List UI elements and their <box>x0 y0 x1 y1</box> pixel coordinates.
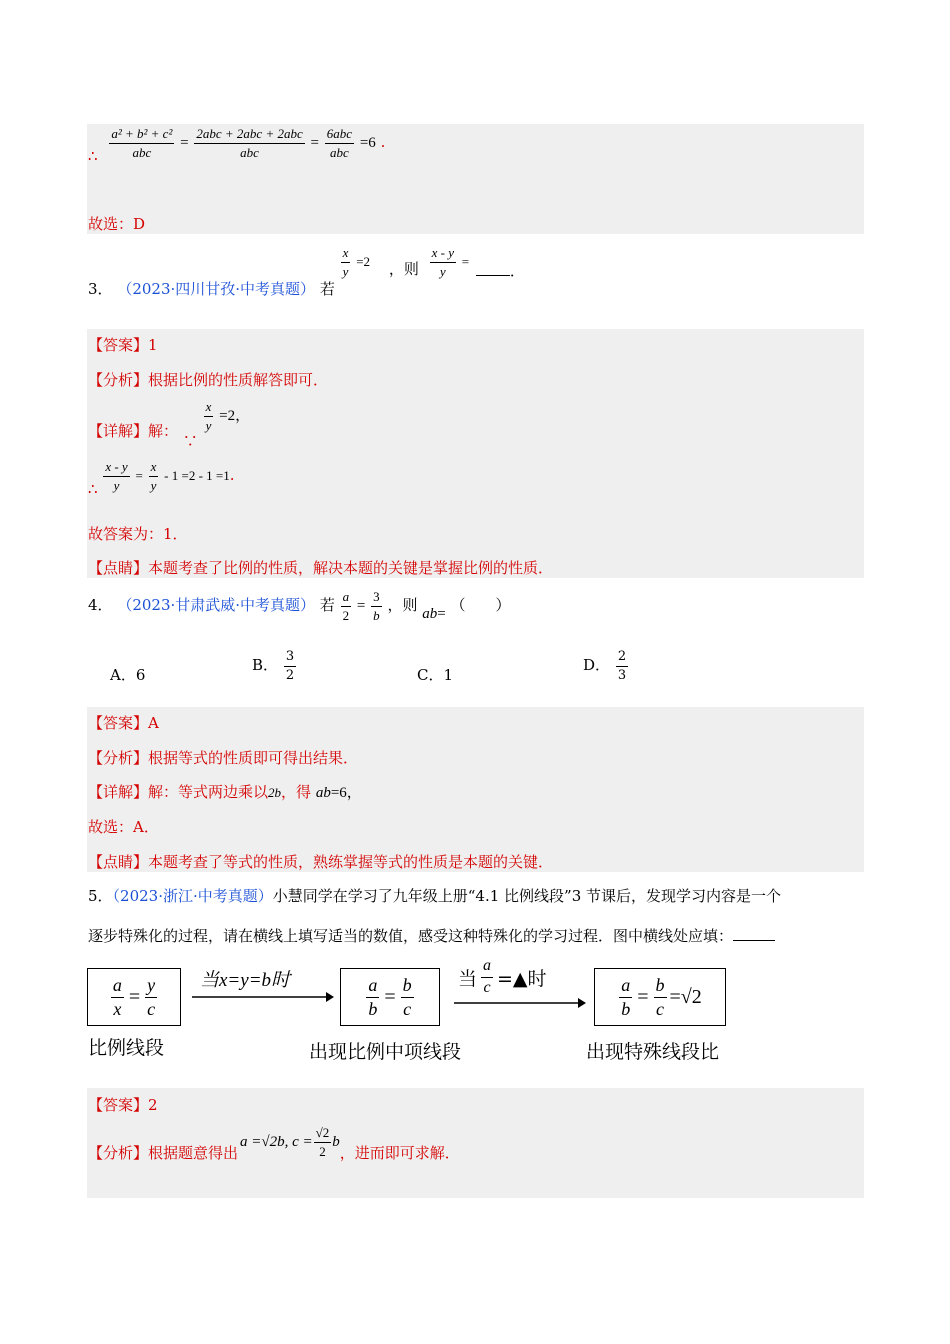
q4-fraction-3b: $\frac{3}{b}$ <box>373 589 380 623</box>
diagram-caption-2: 出现比例中项线段 <box>309 1041 462 1063</box>
q3-answer-blank <box>476 261 510 276</box>
q3-step2: ∴ $\frac{x - y}{y}$ = $\frac{x}{y}$ - 1 =2 - 1 =1. <box>88 459 235 499</box>
therefore-symbol: ∴ <box>88 147 98 166</box>
q3-given-fraction: $\frac{x}{y}$ <box>342 245 349 279</box>
q3-conclusion: 故答案为：1． <box>88 525 188 543</box>
q4-detail: 【详解】解：等式两边乘以2b，得 ab=6， <box>88 783 362 801</box>
q4-comment: 【点睛】本题考查了等式的性质，熟练掌握等式的性质是本题的关键． <box>88 853 554 871</box>
q5-source: （2023·浙江·中考真题） <box>112 887 273 905</box>
q4-option-b[interactable]: B． $\frac{3}{2}$ <box>252 649 295 683</box>
q4-analysis: 【分析】根据等式的性质即可得出结果． <box>88 749 359 767</box>
q2-result: =6 <box>359 135 376 152</box>
q5-stem-line2: 逐步特殊化的过程，请在横线上填写适当的数值，感受这种特殊化的学习过程．图中横线处应填： <box>88 925 775 946</box>
diagram-box-special-ratio: $\frac{a}{b}$ = $\frac{b}{c}$ =√2 <box>594 968 726 1026</box>
diagram-arrow1-label: 当x=y=b时 <box>200 970 291 991</box>
diagram-caption-1: 比例线段 <box>88 1037 165 1059</box>
diagram-arrow2 <box>452 996 587 1010</box>
q3-stem: 3． （2023·四川甘孜·中考真题） 若 $\frac{x}{y}$ =2 ，则 $\frac{x - y}{y}$ = ． <box>88 245 525 299</box>
q3-detail-fraction: $\frac{x}{y}$ <box>205 399 212 433</box>
q3-analysis: 【分析】根据比例的性质解答即可． <box>88 371 329 389</box>
q2-fraction-rhs: $\frac{\text{6abc}}{\text{abc}}$ <box>326 126 353 160</box>
q5-answer: 【答案】2 <box>88 1096 158 1114</box>
q4-option-d[interactable]: D． $\frac{2}{3}$ <box>583 649 627 683</box>
q3-source: （2023·四川甘孜·中考真题） <box>117 280 316 299</box>
q3-comment: 【点睛】本题考查了比例的性质，解决本题的关键是掌握比例的性质． <box>88 559 554 577</box>
diagram-arrow1 <box>190 990 335 1004</box>
q5-stem-line1: 5．（2023·浙江·中考真题）小慧同学在学习了九年级上册“4.1 比例线段”3 节课后，发现学习内容是一个 <box>88 887 782 905</box>
q4-option-b-fraction: $\frac{3}{2}$ <box>285 649 295 683</box>
diagram-box-mean-proportional: $\frac{a}{b}$ = $\frac{b}{c}$ <box>340 968 440 1026</box>
q5-analysis: 【分析】根据题意得出 a =√2b, c = $\frac{√2}{2}$ b ，进而即可求解． <box>88 1125 460 1162</box>
q4-option-d-fraction: $\frac{2}{3}$ <box>617 649 627 683</box>
q3-number: 3． <box>88 280 113 299</box>
q2-fraction-lhs: $\frac{\text{a² + b² + c²}}{\text{abc}}$ <box>111 126 173 160</box>
q2-choice: 故选：D <box>88 215 146 233</box>
diagram-box-proportion: $\frac{a}{x}$ = $\frac{y}{c}$ <box>87 968 181 1026</box>
q4-option-a[interactable]: A．6 <box>110 666 146 684</box>
diagram-arrow2-label: 当 $\frac{a}{c}$ =▲时 <box>458 957 547 996</box>
q4-answer: 【答案】A <box>88 714 159 732</box>
q3-solution-block <box>87 329 864 578</box>
q3-step2-fraction-a: $\frac{x - y}{y}$ <box>105 459 128 493</box>
q4-conclusion: 故选：A． <box>88 818 159 836</box>
q5-analysis-fraction: $\frac{√2}{2}$ <box>315 1125 330 1159</box>
q2-equation-line: ∴ $\frac{\text{a² + b² + c²}}{\text{abc}}$ = $\frac{\text{2abc + 2abc + 2abc}}{\text{abc}}$ = $\frac{\text{6abc}}{\text{abc}}$ =6 . <box>88 126 386 166</box>
q4-stem: 4． （2023·甘肃武威·中考真题） 若 $\frac{a}{2}$ = $\frac{3}{b}$ ，则 ab= （ ） <box>88 589 511 623</box>
q3-step2-fraction-b: $\frac{x}{y}$ <box>150 459 157 493</box>
q3-detail: 【详解】解： ∵ $\frac{x}{y}$ =2， <box>88 399 251 451</box>
diagram-caption-3: 出现特殊线段比 <box>586 1041 720 1063</box>
q2-fraction-mid: $\frac{\text{2abc + 2abc + 2abc}}{\text{abc}}$ <box>196 126 303 160</box>
q5-answer-blank <box>733 926 775 941</box>
q4-option-c[interactable]: C．1 <box>417 666 454 684</box>
q3-ask-fraction: $\frac{x - y}{y}$ <box>431 245 454 279</box>
q4-fraction-a2: $\frac{a}{2}$ <box>342 589 350 623</box>
q3-answer: 【答案】1 <box>88 336 158 354</box>
q4-source: （2023·甘肃武威·中考真题） <box>117 596 316 615</box>
